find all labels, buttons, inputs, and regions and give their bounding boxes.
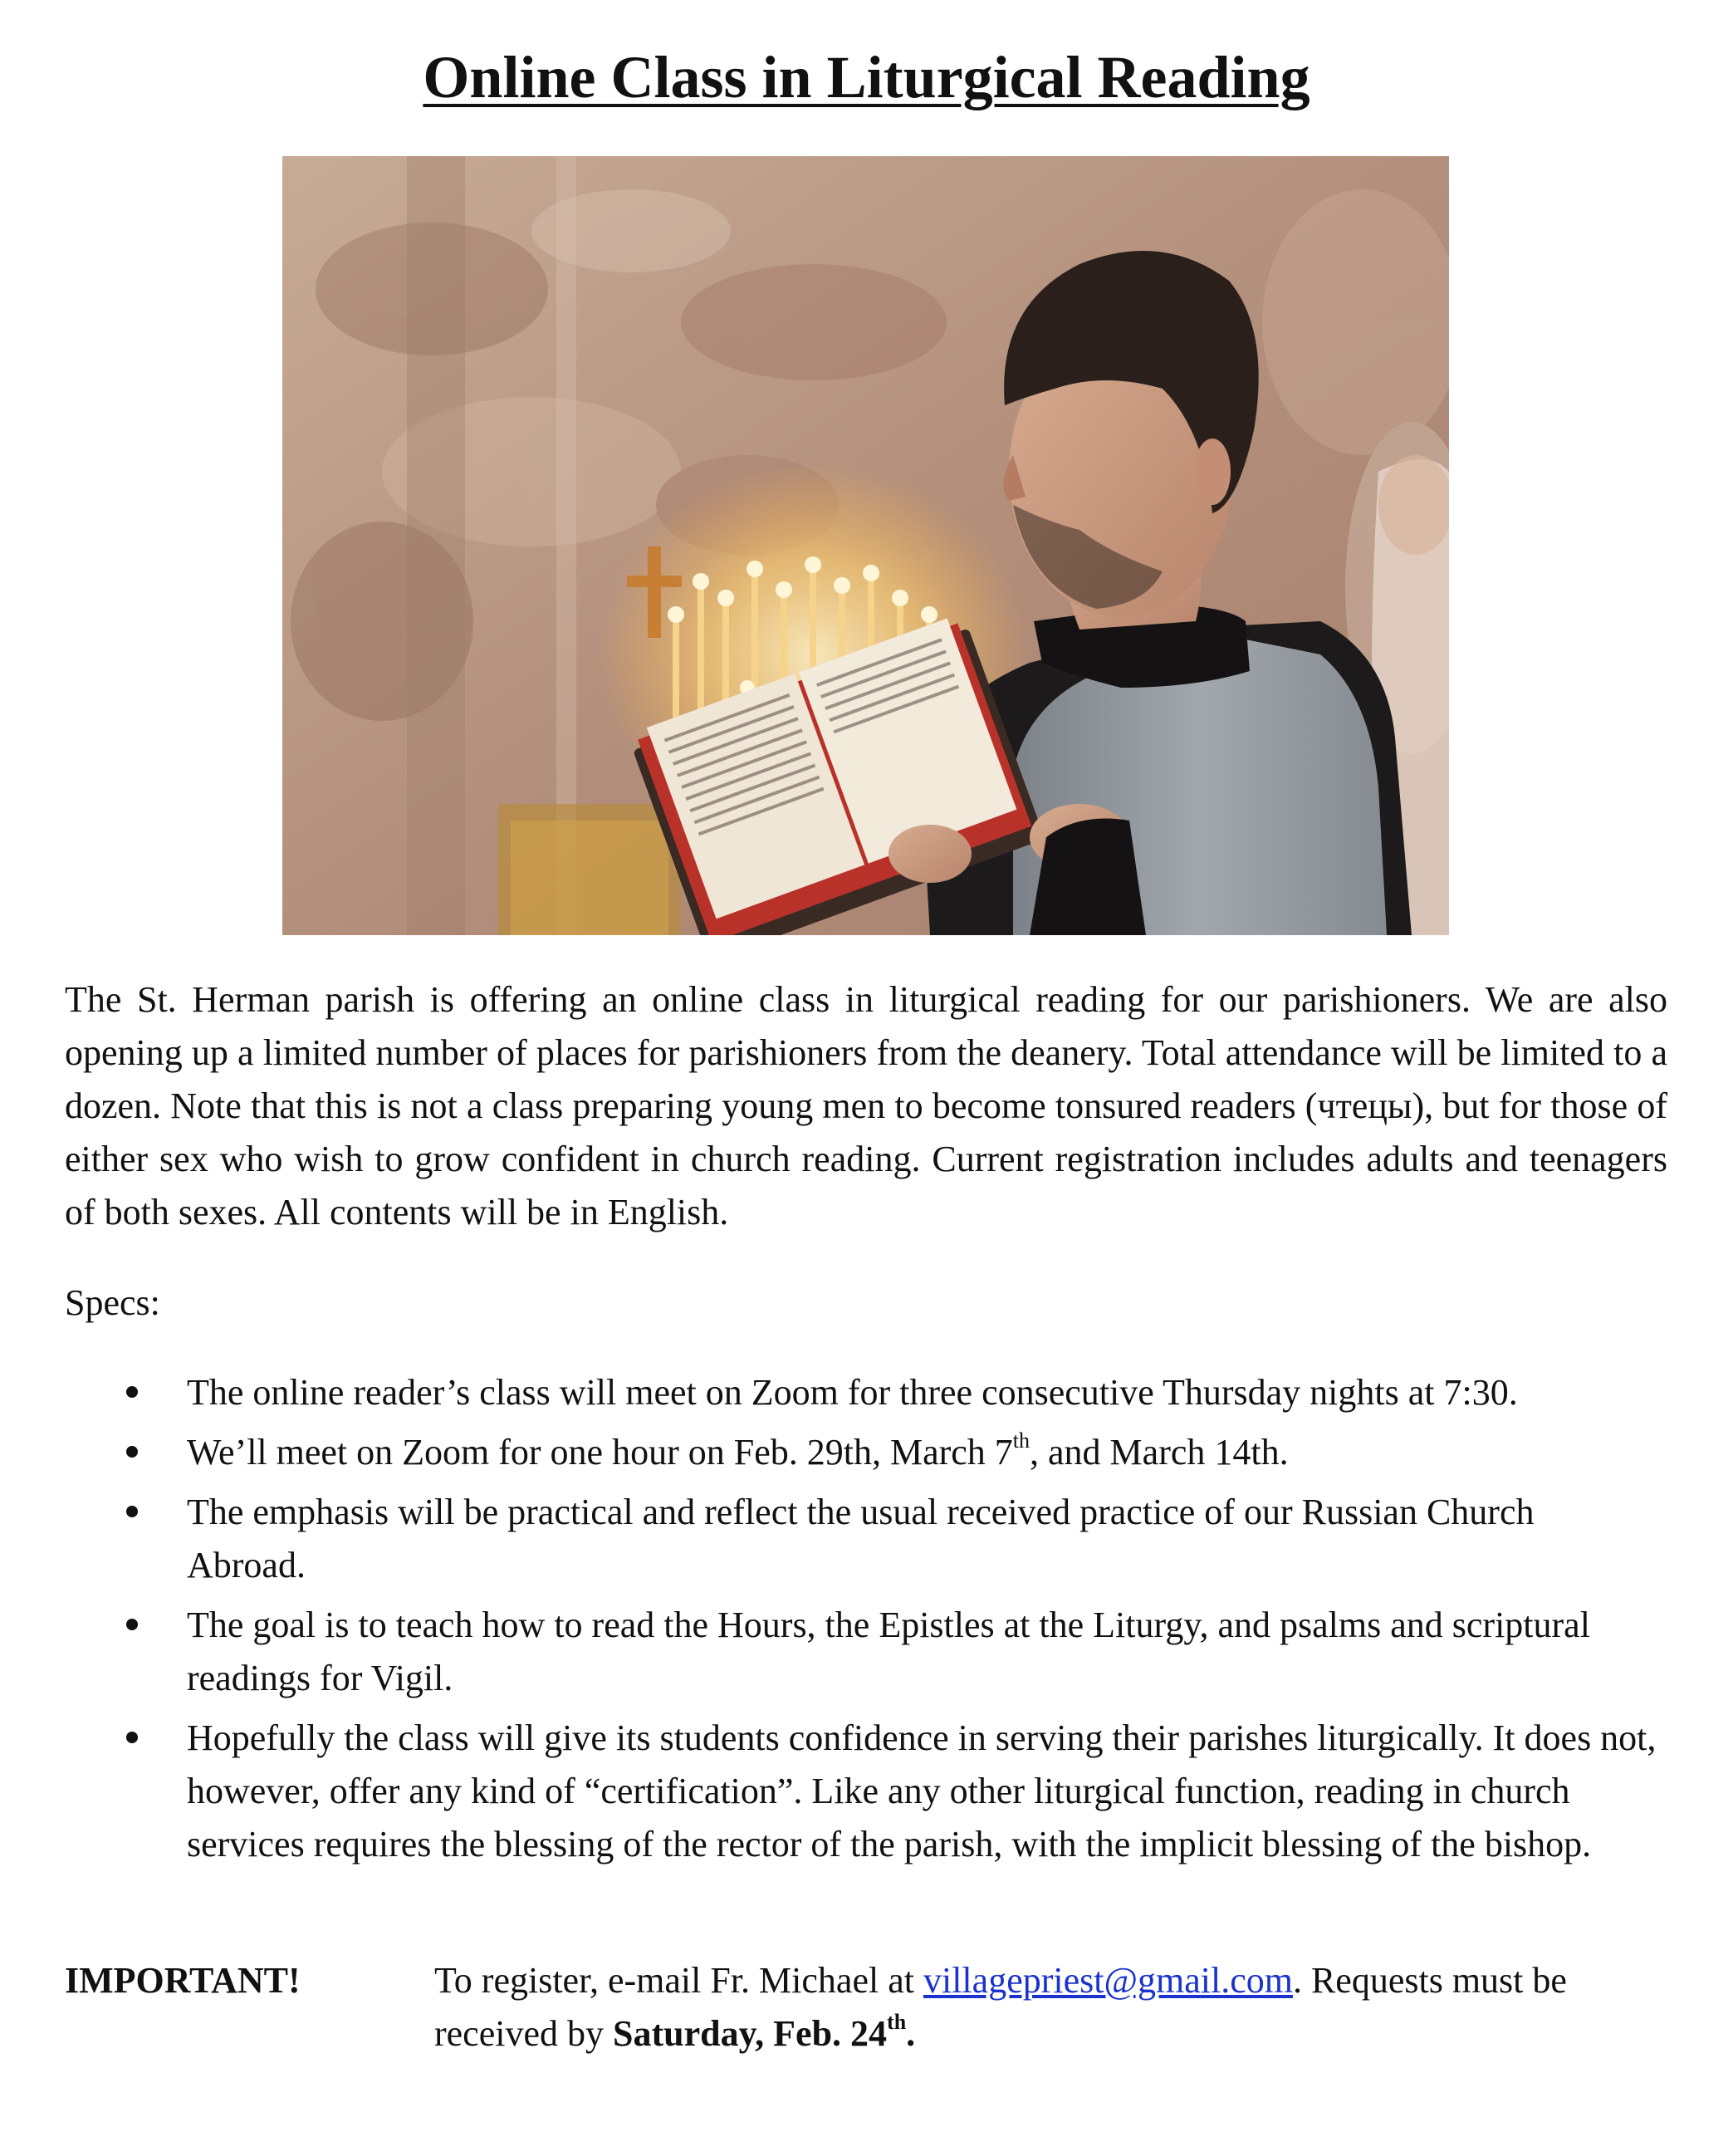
specs-list [0, 1366, 1733, 1878]
email-link[interactable]: villagepriest@gmail.com [923, 1960, 1293, 2001]
important-label: IMPORTANT! [65, 1960, 301, 2001]
spec-text-before: We’ll meet on Zoom for one hour on Feb. 29th, March 7 [187, 1432, 1013, 1472]
registration-intro: To register, e-mail Fr. Michael at [434, 1960, 923, 2001]
spec-item [0, 1712, 1657, 1871]
bullet-icon [126, 1446, 138, 1458]
spec-text: The goal is to teach how to read the Hours, the Epistles at the Liturgy, and psalms and scriptural readings for Vigil. [187, 1605, 1590, 1698]
spec-text-after: , and March 14th. [1030, 1432, 1289, 1472]
spec-item [0, 1486, 1657, 1592]
spec-text: The online reader’s class will meet on Zoom for three consecutive Thursday nights at 7:30. [187, 1372, 1518, 1413]
bullet-icon [126, 1619, 138, 1630]
registration-middle: . Requests must be received by [434, 1960, 1567, 2054]
spec-text: The emphasis will be practical and reflect the usual received practice of our Russian Church Abroad. [187, 1492, 1535, 1585]
deadline-ordinal-suffix: th [887, 2010, 907, 2035]
deadline-period: . [906, 2013, 916, 2054]
page-title: Online Class in Liturgical Reading [423, 44, 1310, 110]
spec-item [0, 1366, 1657, 1419]
deadline-date: Saturday, Feb. 24 [613, 2013, 888, 2054]
ordinal-suffix: th [1012, 1428, 1030, 1453]
spec-item [0, 1599, 1657, 1705]
reader-with-book-photo [282, 156, 1449, 935]
registration-text [434, 1954, 1680, 2060]
bullet-icon [126, 1732, 138, 1743]
intro-paragraph: The St. Herman parish is offering an online class in liturgical reading for our parishioners. We are also opening up a limited number of places for parishioners from the deanery. Total attendance will be limited to a dozen. Note that this is not a class preparing young men to become tonsured readers (чтецы), but for those of either sex who wish to grow confident in church reading. Current registration includes adults and teenagers of both sexes. All contents will be in English. [65, 979, 1667, 1232]
spec-item [0, 1426, 1657, 1479]
bullet-icon [126, 1386, 138, 1398]
bullet-icon [126, 1506, 138, 1517]
spec-text: Hopefully the class will give its students confidence in serving their parishes liturgically. It does not, however, offer any kind of “certification”. Like any other liturgical function, reading in church services requires the blessing of the rector of the parish, with the implicit blessing of the bishop. [187, 1717, 1657, 1864]
specs-heading: Specs: [65, 1282, 160, 1323]
